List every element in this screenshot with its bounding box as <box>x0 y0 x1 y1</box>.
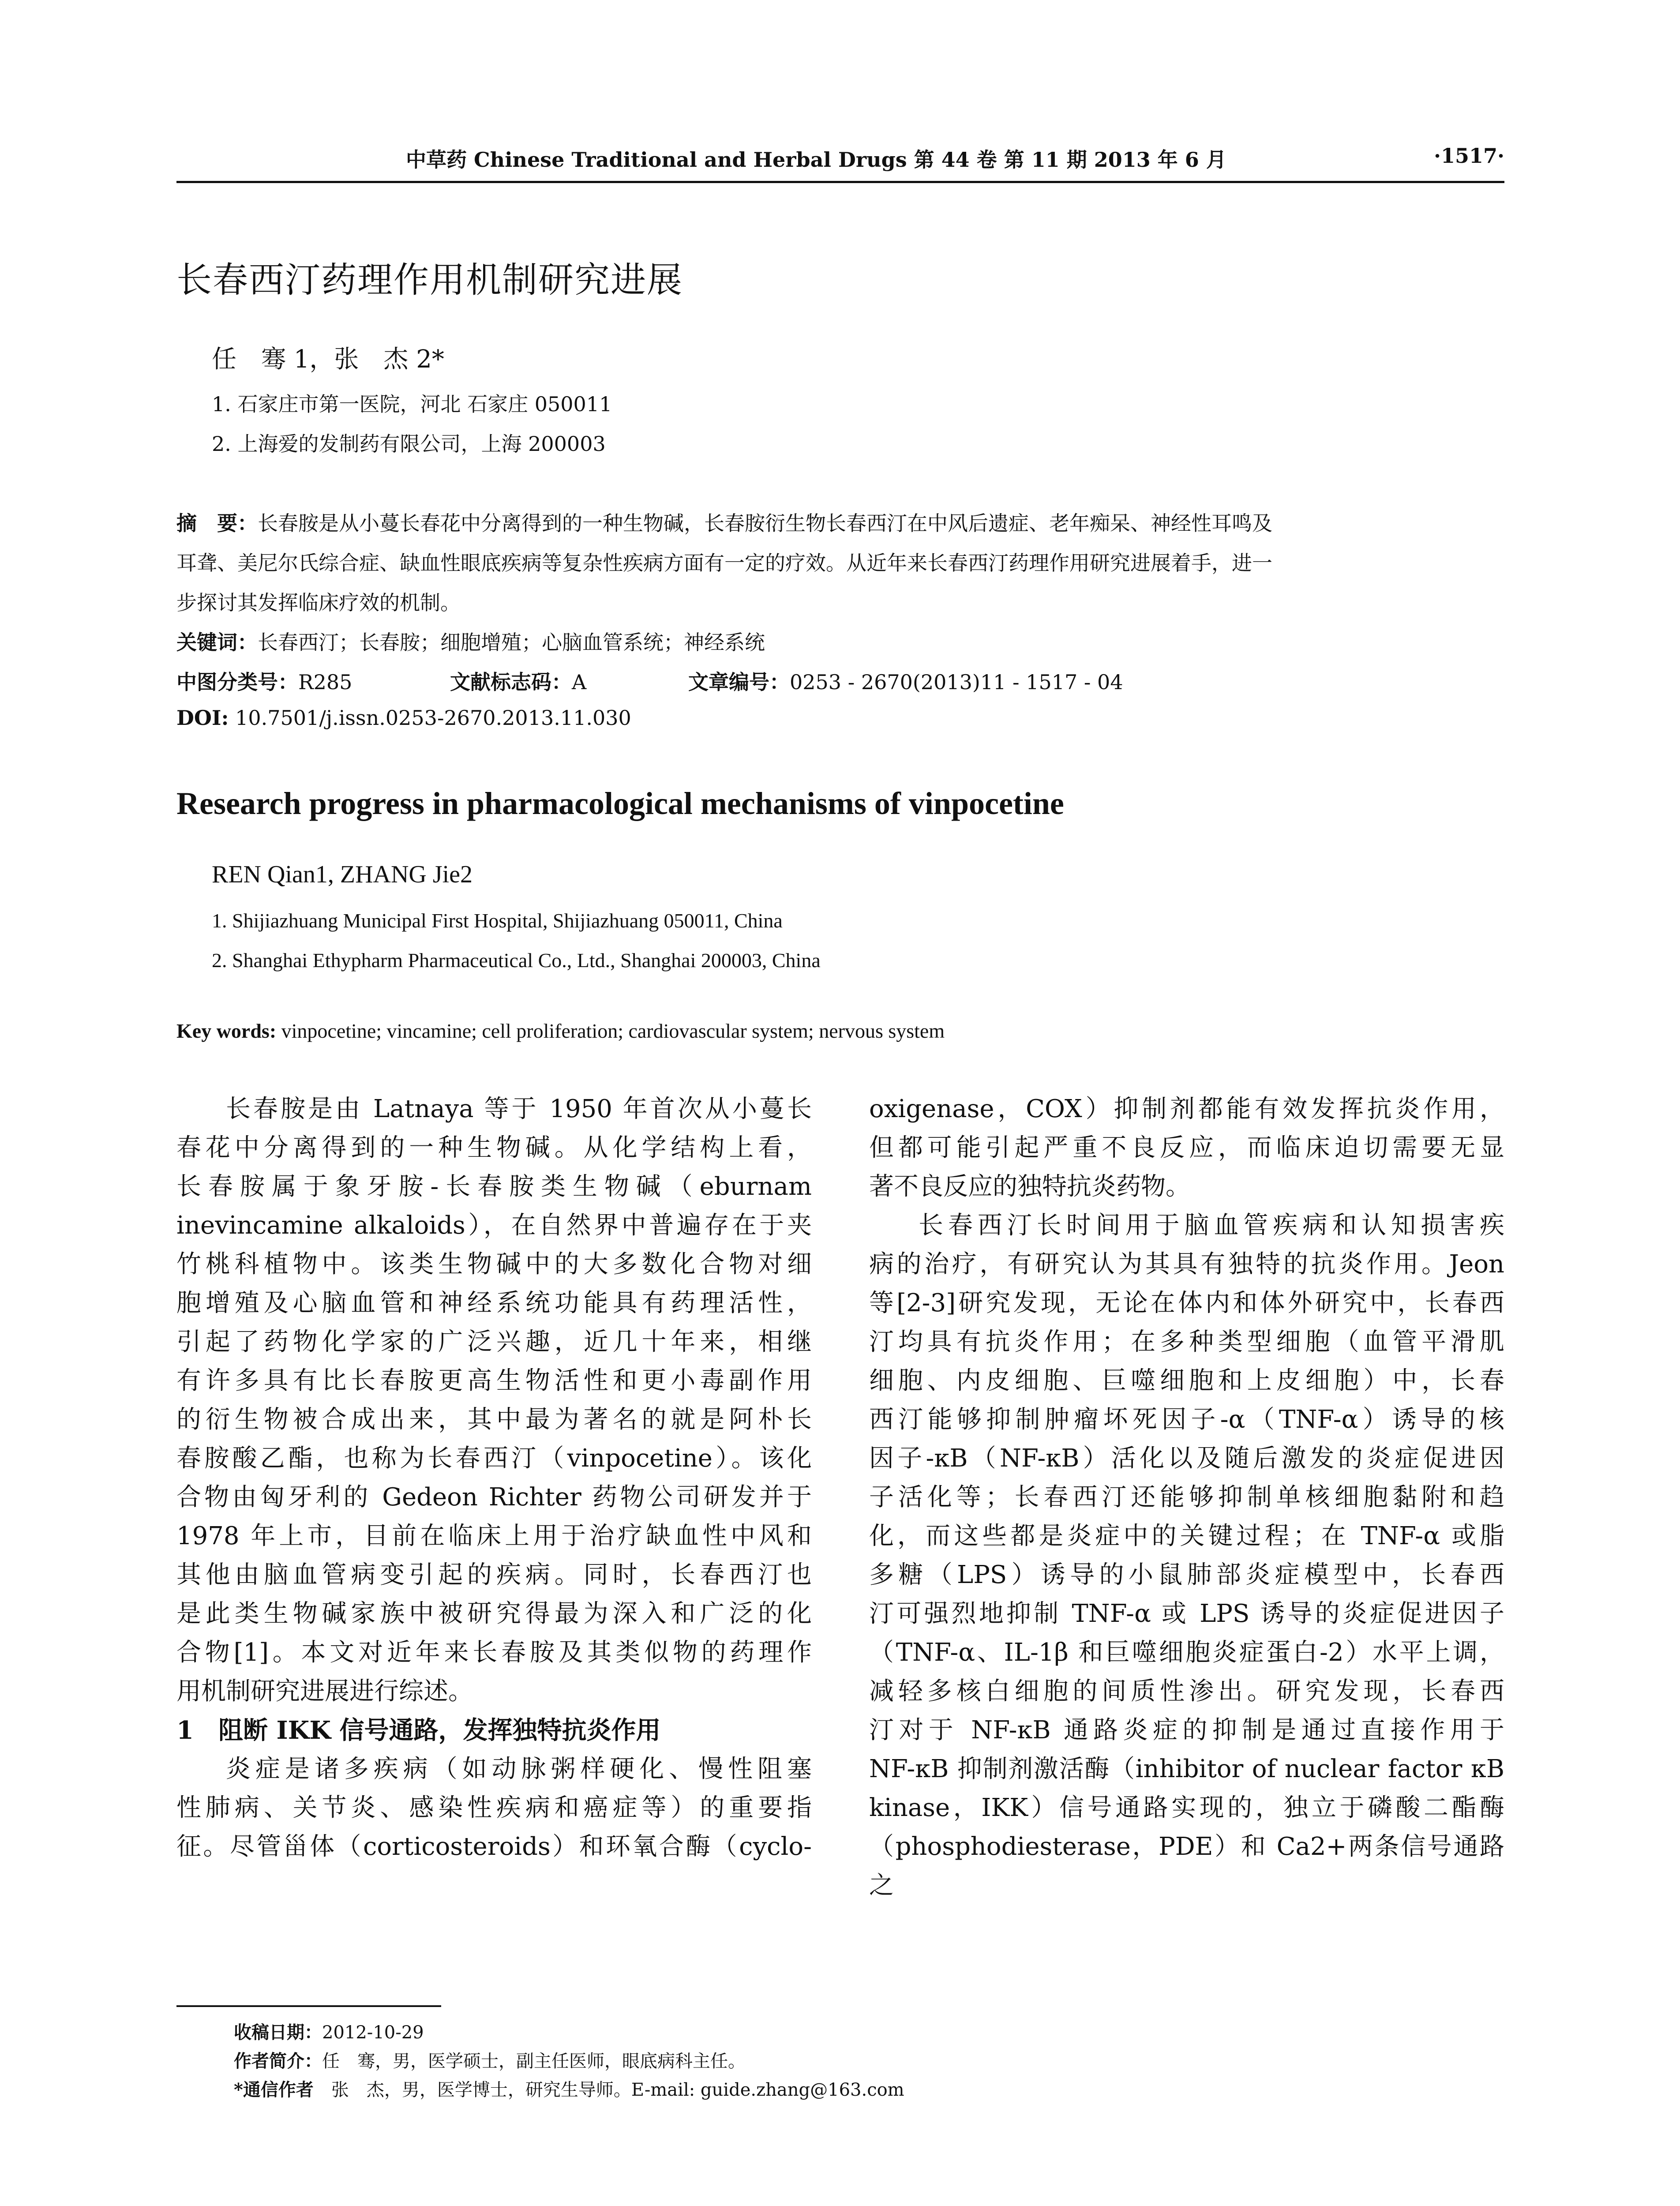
affiliation-cn-1: 1. 石家庄市第一医院，河北 石家庄 050011 <box>212 392 612 416</box>
body-line: 性肺病、关节炎、感染性疾病和癌症等）的重要指 <box>176 1793 812 1822</box>
body-line: 子活化等；长春西汀还能够抑制单核细胞黏附和趋 <box>869 1483 1504 1512</box>
page-number: ·1517· <box>1433 144 1504 168</box>
body-line: 长春胺属于象牙胺-长春胺类生物碱（eburnam <box>176 1172 812 1201</box>
affiliation-en-2: 2. Shanghai Ethypharm Pharmaceutical Co., Ltd., Shanghai 200003, China <box>212 949 821 972</box>
body-line: 春花中分离得到的一种生物碱。从化学结构上看， <box>176 1133 812 1162</box>
affiliation-cn-2: 2. 上海爱的发制药有限公司，上海 200003 <box>212 432 606 456</box>
clc-code <box>176 666 450 695</box>
body-line: （phosphodiesterase，PDE）和 Ca2+两条信号通路之 <box>869 1832 1504 1900</box>
body-line: 病的治疗，有研究认为其具有独特的抗炎作用。Jeon <box>869 1250 1504 1279</box>
article-number <box>688 666 1123 695</box>
authors-en: REN Qian1, ZHANG Jie2 <box>212 861 473 888</box>
section-heading-1: 1 阻断 IKK 信号通路，发挥独特抗炎作用 <box>176 1716 661 1745</box>
body-line: 汀可强烈地抑制 TNF-α 或 LPS 诱导的炎症促进因子 <box>869 1599 1504 1628</box>
journal-header-text: 中草药 Chinese Traditional and Herbal Drugs 第 44 卷 第 11 期 2013 年 6 月 <box>406 148 1226 172</box>
article-title-cn: 长春西汀药理作用机制研究进展 <box>176 259 683 300</box>
abstract-cn-line-3: 步探讨其发挥临床疗效的机制。 <box>176 591 461 615</box>
body-line: 但都可能引起严重不良反应，而临床迫切需要无显 <box>869 1133 1504 1162</box>
body-line: 多糖（LPS）诱导的小鼠肺部炎症模型中，长春西 <box>869 1561 1504 1589</box>
body-line: 用机制研究进展进行综述。 <box>176 1677 473 1706</box>
body-line: kinase，IKK）信号通路实现的，独立于磷酸二酯酶 <box>869 1793 1504 1822</box>
body-line: 的衍生物被合成出来，其中最为著名的就是阿朴长 <box>176 1405 812 1434</box>
article-number-value: 0253 - 2670(2013)11 - 1517 - 04 <box>790 670 1123 694</box>
body-line: 细胞、内皮细胞、巨噬细胞和上皮细胞）中，长春 <box>869 1366 1504 1395</box>
body-right-column <box>869 1090 1505 1900</box>
doi-line <box>176 706 1504 730</box>
footnote-received <box>234 2018 424 2044</box>
abstract-cn-line-1 <box>176 507 1504 536</box>
corresponding-label: *通信作者 <box>234 2079 314 2100</box>
body-line: （TNF-α、IL-1β 和巨噬细胞炎症蛋白-2）水平上调， <box>869 1638 1504 1667</box>
received-date: 2012-10-29 <box>322 2022 424 2043</box>
body-line: NF-κB 抑制剂激活酶（inhibitor of nuclear factor κB <box>869 1755 1504 1783</box>
body-line: 汀均具有抗炎作用；在多种类型细胞（血管平滑肌 <box>869 1328 1504 1356</box>
doi-label: DOI: <box>176 706 229 730</box>
body-line: 等[2-3]研究发现，无论在体内和体外研究中，长春西 <box>869 1289 1504 1317</box>
bio-label: 作者简介： <box>234 2051 322 2071</box>
body-line: 著不良反应的独特抗炎药物。 <box>869 1172 1190 1201</box>
body-line: 汀对于 NF-κB 通路炎症的抑制是通过直接作用于 <box>869 1716 1504 1745</box>
article-number-label: 文章编号： <box>688 670 790 694</box>
footnote-corresponding-author <box>234 2076 904 2101</box>
classification-line <box>176 666 1504 695</box>
body-left-column <box>176 1090 812 1866</box>
body-line: 竹桃科植物中。该类生物碱中的大多数化合物对细 <box>176 1250 812 1279</box>
keywords-text: 长春西汀；长春胺；细胞增殖；心脑血管系统；神经系统 <box>258 630 765 654</box>
affiliation-en-1: 1. Shijiazhuang Municipal First Hospital, Shijiazhuang 050011, China <box>212 909 783 932</box>
abstract-cn-line-2: 耳聋、美尼尔氏综合症、缺血性眼底疾病等复杂性疾病方面有一定的疗效。从近年来长春西汀药理作用研究进展着手，进一 <box>176 551 1272 575</box>
keywords-en-text: vinpocetine; vincamine; cell proliferation; cardiovascular system; nervous system <box>276 1020 945 1042</box>
body-line: 1978 年上市，目前在临床上用于治疗缺血性中风和 <box>176 1522 812 1550</box>
running-header <box>176 140 1504 180</box>
received-label: 收稿日期： <box>234 2022 322 2043</box>
doi-value[interactable]: 10.7501/j.issn.0253-2670.2013.11.030 <box>235 706 631 730</box>
bio-text: 任 骞，男，医学硕士，副主任医师，眼底病科主任。 <box>322 2051 746 2071</box>
body-line: 长春西汀长时间用于脑血管疾病和认知损害疾 <box>919 1211 1504 1240</box>
body-line: 合物由匈牙利的 Gedeon Richter 药物公司研发并于 <box>176 1483 812 1512</box>
body-line: 化，而这些都是炎症中的关键过程；在 TNF-α 或脂 <box>869 1522 1505 1550</box>
body-line: 是此类生物碱家族中被研究得最为深入和广泛的化 <box>176 1599 812 1628</box>
abstract-label: 摘 要： <box>176 511 258 535</box>
abstract-text: 长春胺是从小蔓长春花中分离得到的一种生物碱，长春胺衍生物长春西汀在中风后遗症、老年痴呆、神经性耳鸣及 <box>258 511 1272 535</box>
body-line: 有许多具有比长春胺更高生物活性和更小毒副作用 <box>176 1366 812 1395</box>
body-line: 西汀能够抑制肿瘤坏死因子-α（TNF-α）诱导的核 <box>869 1405 1504 1434</box>
keywords-en <box>176 1019 945 1043</box>
body-line: 因子-κB（NF-κB）活化以及随后激发的炎症促进因 <box>869 1444 1504 1473</box>
body-line: 减轻多核白细胞的间质性渗出。研究发现，长春西 <box>869 1677 1504 1706</box>
article-title-en: Research progress in pharmacological mechanisms of vinpocetine <box>176 786 1064 821</box>
body-line: 其他由脑血管病变引起的疾病。同时，长春西汀也 <box>176 1561 812 1589</box>
clc-label: 中图分类号： <box>176 670 298 694</box>
doc-code <box>450 666 688 695</box>
body-line: 长春胺是由 Latnaya 等于 1950 年首次从小蔓长 <box>226 1095 812 1123</box>
body-line: oxigenase，COX）抑制剂都能有效发挥抗炎作用， <box>869 1095 1504 1123</box>
body-line: 征。尽管甾体（corticosteroids）和环氧合酶（cyclo- <box>176 1832 812 1861</box>
clc-value: R285 <box>298 670 352 694</box>
body-line: 引起了药物化学家的广泛兴趣，近几十年来，相继 <box>176 1328 812 1356</box>
body-line: 春胺酸乙酯，也称为长春西汀（vinpocetine）。该化 <box>176 1444 812 1473</box>
body-line: inevincamine alkaloids），在自然界中普遍存在于夹 <box>176 1211 812 1240</box>
corresponding-text: 张 杰，男，医学博士，研究生导师。E-mail: guide.zhang@163.com <box>313 2080 904 2100</box>
doc-code-label: 文献标志码： <box>450 670 572 694</box>
body-line: 炎症是诸多疾病（如动脉粥样硬化、慢性阻塞 <box>226 1755 812 1783</box>
keywords-label: 关键词： <box>176 630 258 654</box>
body-line: 合物[1]。本文对近年来长春胺及其类似物的药理作 <box>176 1638 812 1667</box>
body-line: 胞增殖及心脑血管和神经系统功能具有药理活性， <box>176 1289 812 1317</box>
doc-code-value: A <box>572 670 587 694</box>
footnote-rule <box>176 2005 441 2007</box>
header-rule <box>176 181 1504 183</box>
authors-cn: 任 骞 1，张 杰 2* <box>212 345 444 374</box>
keywords-en-label: Key words: <box>176 1020 277 1042</box>
keywords-cn <box>176 627 1504 656</box>
footnote-author-bio <box>234 2047 746 2072</box>
